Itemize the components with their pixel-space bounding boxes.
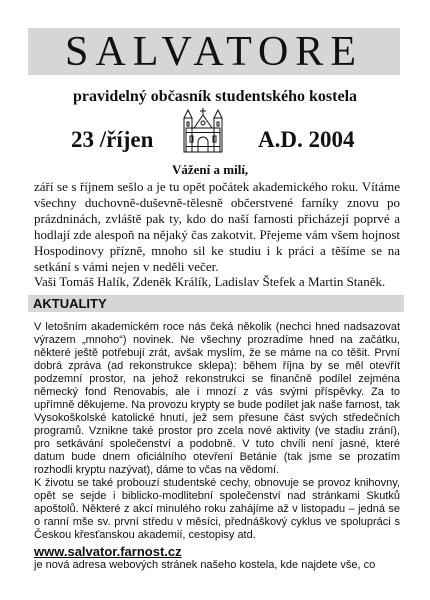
website-description: je nová adresa webových stránek našeho kostela, kde najdete vše, co	[34, 559, 376, 571]
article	[34, 321, 400, 542]
issue-number: 23 /říjen	[71, 127, 154, 152]
article-paragraph-1: V letošním akademickém roce nás čeká několik (nechci hned nadsazovat výrazem „mnoho“) novinek. Ne všechny prozradíme hned na začátku, některé ještě potřebují zrát, avšak myslím, že se máme na co těšit. První dobrá zpráva (ad rekonstrukce sklepa): během října by se měl otevřít podzemní prostor, na jehož rekonstrukci se finančně podílel zejména německý fond Renovabis, ale i mnozí z vás svými příspěvky. Za to upřímně děkujeme. Na provozu krypty se bude podílet jak naše farnost, tak Vysokoškolské katolické hnutí, jež sem přesune část svých středečních programů. Vznikne také prostor pro zcela nové aktivity (ve stadiu zrání), pro setkávání společenství a podobně. V tuto chvíli není jasné, které datum bude dnem oficiálního otevření Betánie (tak jsme se prozatím rozhodli kryptu nazývat), dáme to včas na vědomí.	[34, 321, 400, 476]
masthead-title: SALVATORE	[65, 28, 363, 75]
greeting-title: Vážení a milí,	[172, 162, 249, 177]
website-link[interactable]: www.salvator.farnost.cz	[34, 544, 182, 559]
issue-row	[0, 106, 430, 156]
greeting-body	[34, 179, 400, 275]
church-icon	[182, 106, 224, 154]
subtitle: pravidelný občasník studentského kostela	[72, 88, 358, 105]
signature: Vaši Tomáš Halík, Zdeněk Králík, Ladislav Štefek a Martin Staněk.	[34, 274, 386, 289]
article-paragraph-2: K životu se také probouzí studentské cechy, obnovuje se provoz knihovny, opět se sejde i biblicko-modlitební společenství nad stránkami Skutků apoštolů. Některé z akcí minulého roku zahájíme až v listopadu – jedná se o ranní mše sv. první středu v měsíci, přednáškový cyklus ve spolupráci s Českou křesťanskou akademií, cestopisy atd.	[34, 477, 400, 541]
section-heading-bar	[28, 295, 404, 312]
greeting-text: září se s říjnem sešlo a je tu opět počátek akademického roku. Vítáme všechny duchovně-duševně-tělesně občerstvené farníky znovu po prázdninách, zvláště pak ty, kdo do naší farnosti přicházejí poprvé a hodlají zde alespoň na nějaký čas zakotvit. Přejeme vám všem hojnost Hospodinovy přízně, mnoho sil ke studiu i k práci a těšíme se na setkání s vámi nejen v neděli večer.	[34, 179, 400, 274]
issue-year: A.D. 2004	[258, 127, 355, 152]
masthead	[28, 28, 400, 75]
section-heading: AKTUALITY	[33, 296, 107, 311]
